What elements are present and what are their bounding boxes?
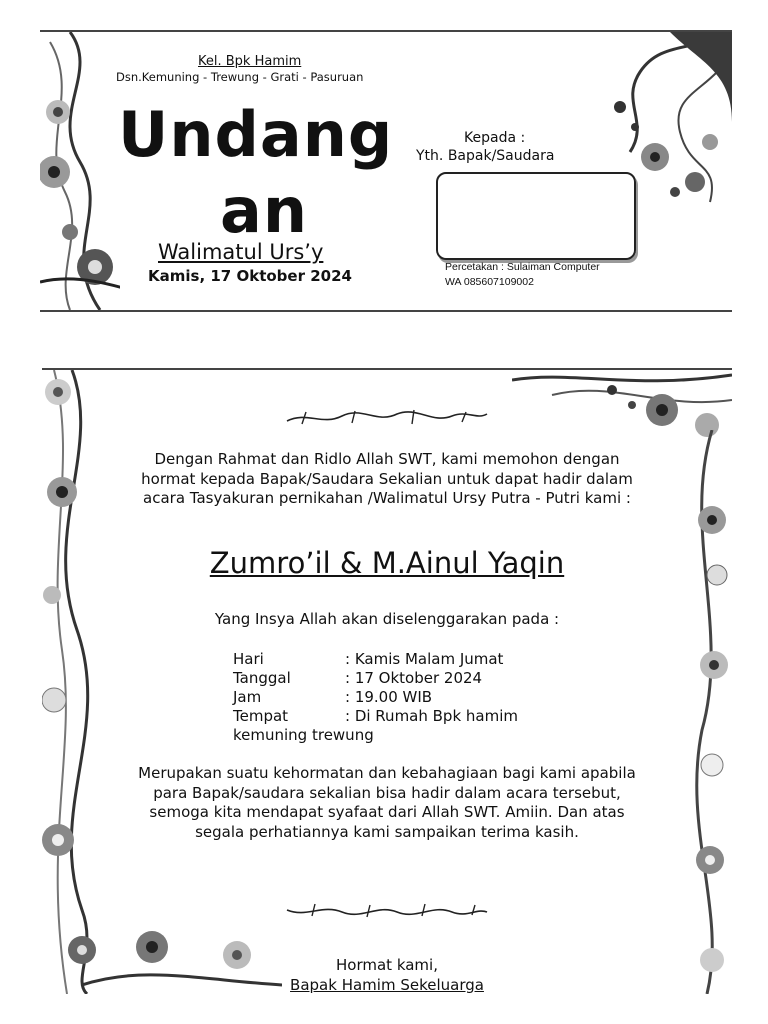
invitation-intro: Dengan Rahmat dan Ridlo Allah SWT, kami memohon dengan hormat kepada Bapak/Saudara Sekalian untuk dapat hadir dalam acara Tasyakuran pernikahan /Walimatul Ursy Putra - Putri kami : [141, 450, 633, 507]
detail-label-day: Hari [233, 650, 264, 668]
schedule-intro: Yang Insya Allah akan diselenggarakan pada : [214, 610, 560, 628]
detail-label-time: Jam [233, 688, 262, 706]
floral-ornament-icon [42, 370, 112, 994]
invitation-title: Undang [118, 98, 394, 171]
arabic-salam-calligraphy-icon [282, 900, 492, 922]
arabic-salam-calligraphy-icon [282, 406, 492, 428]
couple-names-text: Zumro’il & M.Ainul Yaqin [209, 546, 565, 580]
recipient-salutation: Yth. Bapak/Saudara [416, 148, 555, 164]
printer-contact: WA 085607109002 [445, 276, 534, 288]
floral-ornament-icon [682, 430, 732, 994]
couple-names [137, 546, 637, 580]
signature [132, 976, 642, 994]
detail-label-place: Tempat [233, 707, 289, 725]
detail-label-date: Tanggal [233, 669, 291, 687]
detail-value-time: : 19.00 WIB [345, 688, 433, 706]
recipient-label: Kepada : [464, 130, 526, 146]
detail-value-day: : Kamis Malam Jumat [345, 650, 504, 668]
printer-name: Percetakan : Sulaiman Computer [445, 261, 600, 273]
event-title: Walimatul Urs’y [158, 240, 324, 264]
detail-value-place: : Di Rumah Bpk hamim [345, 707, 518, 725]
family-address: Dsn.Kemuning - Trewung - Grati - Pasuruan [116, 70, 364, 84]
closing-paragraph: Merupakan suatu kehormatan dan kebahagiaan bagi kami apabila para Bapak/saudara sekalian bisa hadir dalam acara tersebut, semoga kita mendapat syafaat dari Allah SWT. Amiin. Dan atas segala perhatiannya kami sampaikan terima kasih. [138, 764, 636, 841]
envelope-card [40, 30, 732, 312]
floral-ornament-icon [40, 32, 120, 310]
family-name: Kel. Bpk Hamim [198, 54, 302, 69]
recipient-address-box [436, 172, 636, 260]
detail-place-continued: kemuning trewung [233, 726, 374, 744]
detail-value-date: : 17 Oktober 2024 [345, 669, 483, 687]
signature-text: Bapak Hamim Sekeluarga [290, 976, 484, 994]
invitation-card [42, 368, 732, 994]
regards-text: Hormat kami, [336, 956, 438, 974]
event-date: Kamis, 17 Oktober 2024 [148, 267, 352, 285]
invitation-title-continued: an [220, 174, 308, 247]
